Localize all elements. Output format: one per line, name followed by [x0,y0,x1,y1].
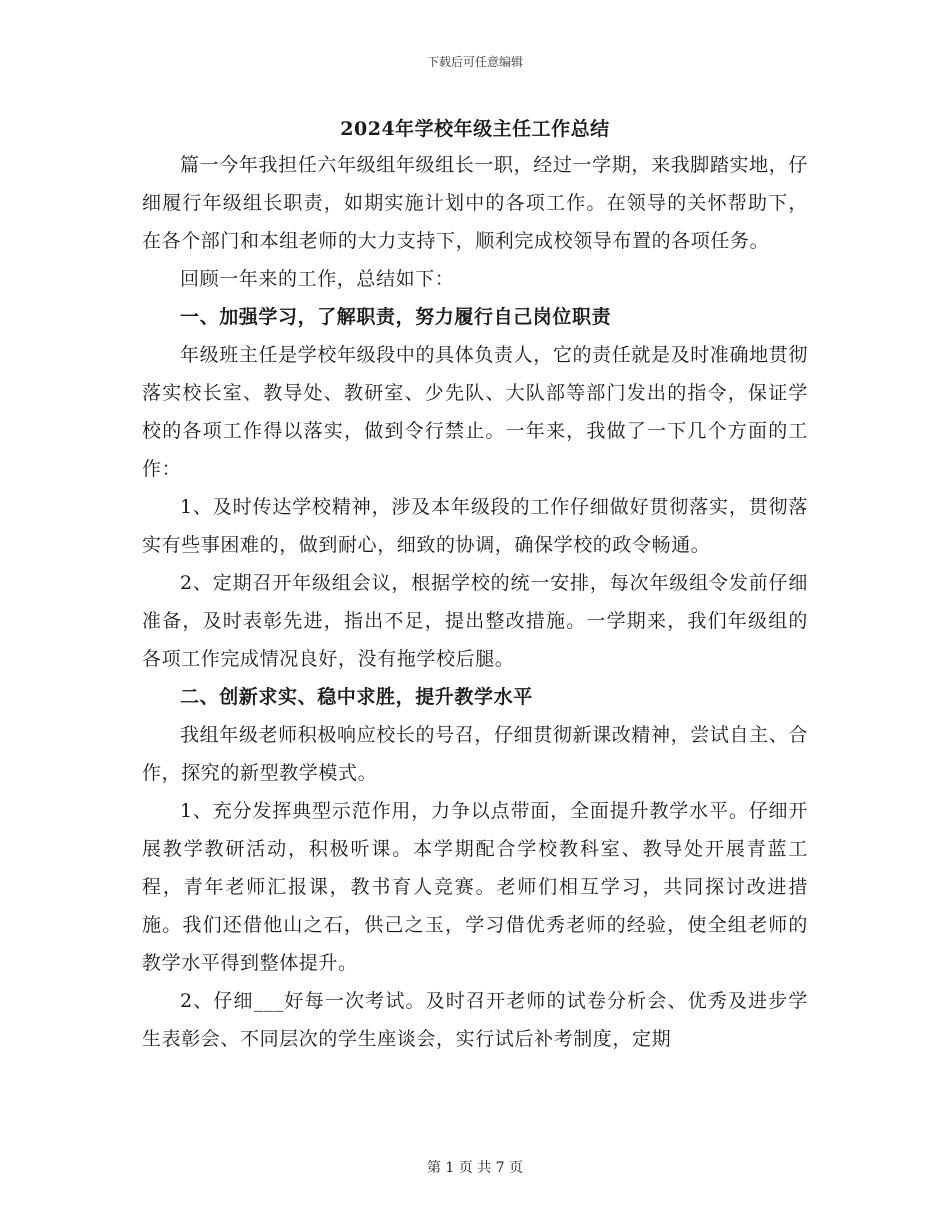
document-title: 2024年学校年级主任工作总结 [340,118,610,140]
document-body [142,146,808,1058]
section-heading-2: 二、创新求实、稳中求胜，提升教学水平 [180,686,533,708]
paragraph-item-2-1: 1、充分发挥典型示范作用，力争以点带面，全面提升教学水平。仔细开展教学教研活动，积极听课。本学期配合学校教科室、教导处开展青蓝工程，青年老师汇报课，教书育人竞赛。老师们相互学习，共同探讨改进措施。我们还借他山之石，供己之玉，学习借优秀老师的经验，使全组老师的教学水平得到整体提升。 [142,800,808,974]
download-note: 下载后可任意编辑 [426,55,523,69]
paragraph-item-2-2: 2、仔细___好每一次考试。及时召开老师的试卷分析会、优秀及进步学生表彰会、不同层次的学生座谈会，实行试后补考制度，定期 [142,990,808,1050]
paragraph-item-1-1: 1、及时传达学校精神，涉及本年级段的工作仔细做好贯彻落实，贯彻落实有些事困难的，做到耐心，细致的协调，确保学校的政令畅通。 [142,496,808,556]
paragraph-duties: 年级班主任是学校年级段中的具体负责人，它的责任就是及时准确地贯彻落实校长室、教导处、教研室、少先队、大队部等部门发出的指令，保证学校的各项工作得以落实，做到令行禁止。一年来，我做了一下几个方面的工作： [142,344,808,480]
paragraph-intro: 篇一今年我担任六年级组年级组长一职，经过一学期，来我脚踏实地，仔细履行年级组长职责，如期实施计划中的各项工作。在领导的关怀帮助下，在各个部门和本组老师的大力支持下，顺利完成校领导布置的各项任务。 [142,154,808,252]
paragraph-review: 回顾一年来的工作，总结如下： [180,268,455,290]
section-heading-1: 一、加强学习，了解职责，努力履行自己岗位职责 [180,306,612,328]
paragraph-item-1-2: 2、定期召开年级组会议，根据学校的统一安排，每次年级组令发前仔细准备，及时表彰先进，指出不足，提出整改措施。一学期来，我们年级组的各项工作完成情况良好，没有拖学校后腿。 [142,572,808,670]
paragraph-teaching: 我组年级老师积极响应校长的号召，仔细贯彻新课改精神，尝试自主、合作，探究的新型教学模式。 [142,724,808,784]
page-number: 第 1 页 共 7 页 [426,1160,524,1176]
